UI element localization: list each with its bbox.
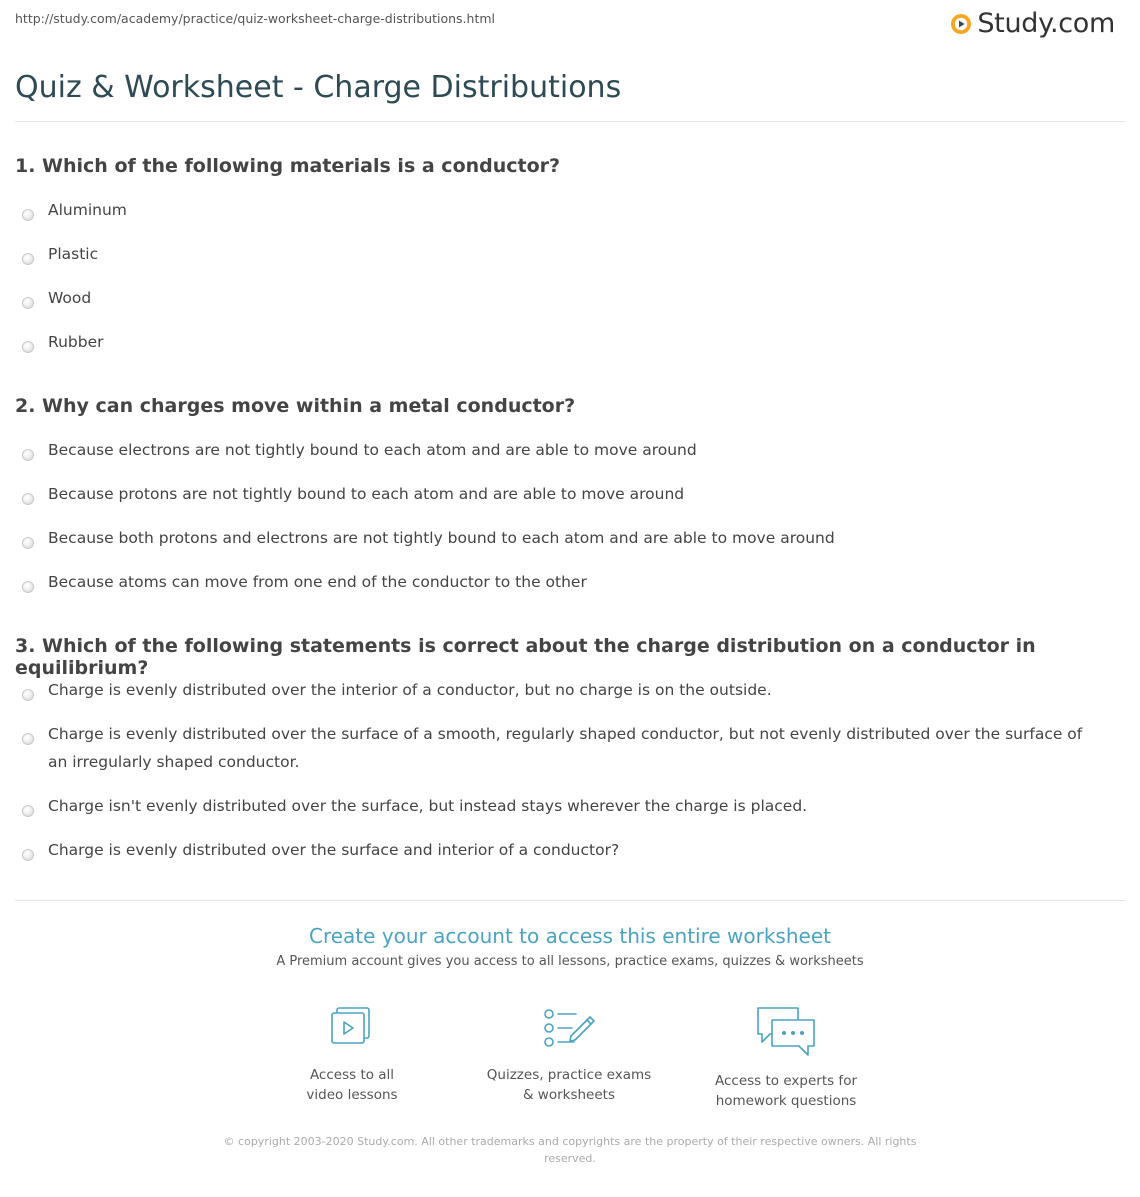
answer-option[interactable]: [22, 334, 1102, 356]
question-3: 3. Which of the following statements is correct about the charge distribution on a conductor in equilibrium?: [15, 635, 1036, 679]
radio-button[interactable]: [22, 297, 34, 309]
answer-text: Plastic: [48, 245, 99, 263]
radio-button[interactable]: [22, 253, 34, 265]
answer-option[interactable]: [22, 530, 1102, 552]
feature-line-2: homework questions: [715, 1093, 857, 1109]
feature-experts: [696, 1005, 876, 1111]
answer-text: Charge is evenly distributed over the interior of a conductor, but no charge is on the outside.: [48, 681, 772, 699]
feature-line-2: & worksheets: [522, 1087, 615, 1103]
study-logo[interactable]: [950, 8, 1115, 39]
radio-button[interactable]: [22, 581, 34, 593]
feature-line-2: video lessons: [306, 1087, 398, 1103]
answer-option[interactable]: [22, 726, 1102, 776]
feature-line-1: Access to experts for: [714, 1073, 857, 1089]
expert-chat-icon: [755, 1005, 817, 1057]
feature-line-1: Quizzes, practice exams: [486, 1067, 652, 1083]
page-url: http://study.com/academy/practice/quiz-worksheet-charge-distributions.html: [15, 11, 495, 26]
answer-text: Charge isn't evenly distributed over the surface, but instead stays wherever the charge is placed.: [48, 797, 808, 815]
answer-text: Because electrons are not tightly bound to each atom and are able to move around: [48, 441, 697, 459]
radio-button[interactable]: [22, 449, 34, 461]
radio-button[interactable]: [22, 341, 34, 353]
answer-option[interactable]: [22, 486, 1102, 508]
answer-option[interactable]: [22, 682, 1102, 704]
radio-button[interactable]: [22, 493, 34, 505]
quiz-checklist-icon: [538, 1005, 600, 1051]
create-account-link[interactable]: Create your account to access this entire worksheet: [309, 924, 831, 948]
answer-option[interactable]: [22, 442, 1102, 464]
title-divider: [15, 121, 1125, 122]
feature-line-1: Access to all: [309, 1067, 395, 1083]
radio-button[interactable]: [22, 805, 34, 817]
feature-quizzes: [479, 1005, 659, 1105]
answer-option[interactable]: [22, 574, 1102, 596]
play-circle-icon: [950, 13, 972, 35]
question-1: 1. Which of the following materials is a conductor?: [15, 155, 561, 177]
copyright-footer: © copyright 2003-2020 Study.com. All other trademarks and copyrights are the property of their respective owners. All rights reserved.: [223, 1135, 917, 1165]
answer-text: Rubber: [48, 333, 104, 351]
answer-text: Because atoms can move from one end of the conductor to the other: [48, 573, 587, 591]
radio-button[interactable]: [22, 849, 34, 861]
answer-option[interactable]: [22, 246, 1102, 268]
radio-button[interactable]: [22, 689, 34, 701]
cta-divider: [15, 900, 1125, 901]
radio-button[interactable]: [22, 209, 34, 221]
answer-text: Because both protons and electrons are not tightly bound to each atom and are able to move around: [48, 529, 835, 547]
answer-text: Charge is evenly distributed over the surface and interior of a conductor?: [48, 841, 620, 859]
feature-video-lessons: [262, 1005, 442, 1105]
answer-text: Because protons are not tightly bound to each atom and are able to move around: [48, 485, 685, 503]
answer-option[interactable]: [22, 842, 1102, 864]
answer-option[interactable]: [22, 798, 1102, 820]
video-lessons-icon: [321, 1005, 383, 1051]
radio-button[interactable]: [22, 537, 34, 549]
answer-option[interactable]: [22, 202, 1102, 224]
answer-text: Aluminum: [48, 201, 127, 219]
radio-button[interactable]: [22, 733, 34, 745]
answer-text: Charge is evenly distributed over the surface of a smooth, regularly shaped conductor, but not evenly distributed over the surface of an irregularly shaped conductor.: [48, 725, 1083, 771]
logo-text: Study.com: [977, 8, 1115, 39]
answer-option[interactable]: [22, 290, 1102, 312]
page-title: Quiz & Worksheet - Charge Distributions: [15, 70, 622, 105]
question-2: 2. Why can charges move within a metal conductor?: [15, 395, 576, 417]
cta-subtitle: A Premium account gives you access to all lessons, practice exams, quizzes & worksheets: [276, 954, 864, 969]
answer-text: Wood: [48, 289, 92, 307]
